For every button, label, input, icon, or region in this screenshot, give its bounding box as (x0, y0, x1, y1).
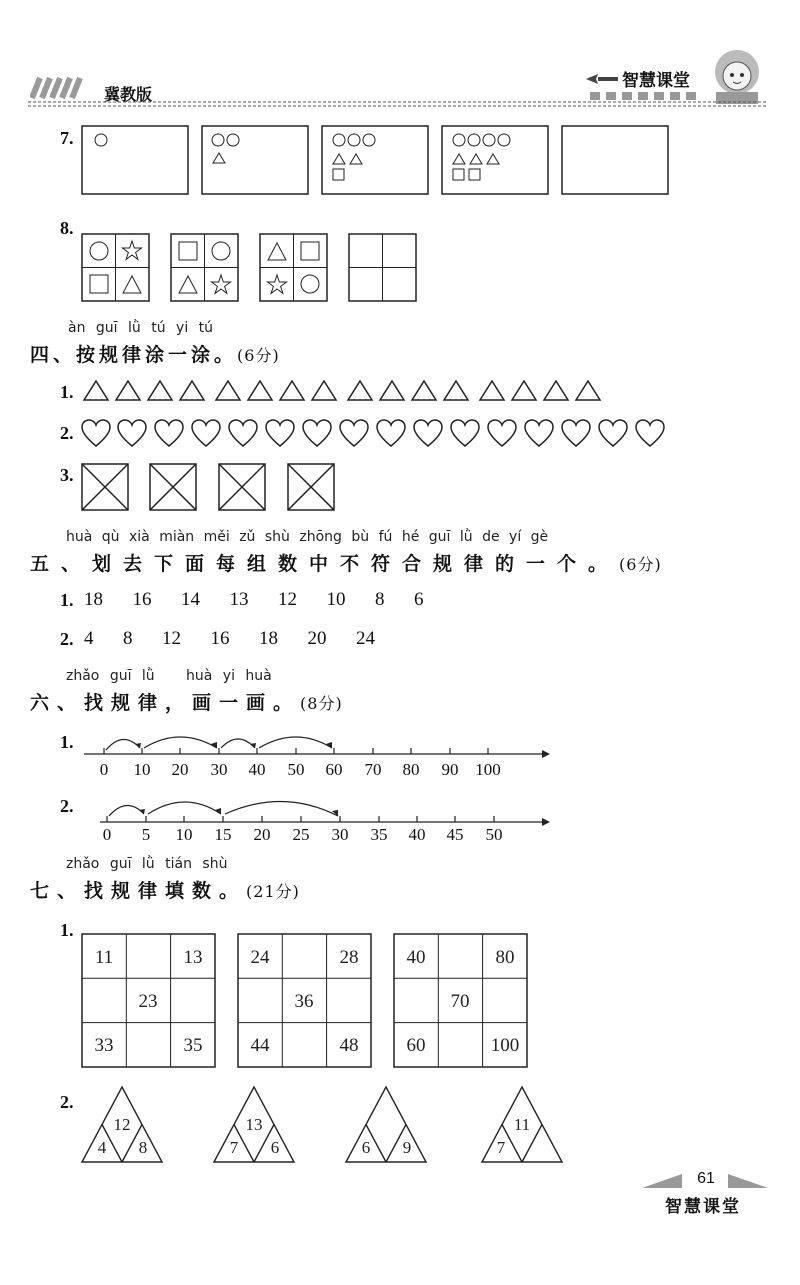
q7-number: 7. (60, 128, 74, 148)
nl2-label: 50 (485, 825, 503, 844)
nl2-label: 15 (214, 825, 232, 844)
s4-title-text: 四、按规律涂一涂。 (30, 344, 238, 366)
nl1-label: 20 (171, 760, 189, 779)
nl2-label: 30 (331, 825, 349, 844)
q8-grids (80, 232, 420, 304)
nl1-label: 70 (364, 760, 382, 779)
grid-cell: 13 (183, 947, 203, 968)
s5-title (30, 549, 662, 576)
grid-cell: 36 (294, 991, 314, 1012)
nl1-label: 100 (475, 760, 501, 779)
arrow-icon (584, 72, 620, 86)
header (0, 0, 800, 110)
grid-cell: 60 (406, 1035, 426, 1056)
grid-cell: 23 (138, 991, 158, 1012)
nl1-label: 10 (133, 760, 151, 779)
nl1-tick-labels (100, 760, 501, 779)
header-stripes-icon (30, 76, 90, 100)
nl1-label: 90 (441, 760, 459, 779)
s4-heart-row[interactable] (80, 418, 670, 450)
q7-answer-box[interactable] (562, 126, 668, 194)
grid-cell: 35 (183, 1035, 203, 1056)
q7-box-3 (322, 126, 428, 194)
q7-pattern-boxes (80, 124, 670, 196)
s6-number-line-2[interactable] (80, 790, 550, 846)
s4-item-1-number: 1. (60, 382, 74, 402)
grid-cell: 70 (450, 991, 470, 1012)
header-brand: 智慧课堂 (622, 71, 690, 91)
triangle-top: 13 (245, 1115, 263, 1134)
nl1-label: 60 (325, 760, 343, 779)
nl1-label: 50 (287, 760, 305, 779)
s5-item-1-number: 1. (60, 590, 74, 610)
footer (640, 1170, 770, 1220)
s6-number-line-1[interactable] (80, 726, 550, 782)
triangle-top: 12 (113, 1115, 131, 1134)
s4-pinyin: àn guī lǜ tú yi tú (68, 320, 214, 336)
s4-item-3-number: 3. (60, 465, 74, 485)
s7-title-text: 七、找规律填数。 (30, 880, 247, 902)
triangle-left: 7 (229, 1138, 239, 1157)
s7-title (30, 876, 300, 903)
s6-points: (8分) (300, 694, 343, 713)
grid-cell: 48 (339, 1035, 359, 1056)
grid-cell: 24 (250, 947, 270, 968)
q8-answer-grid[interactable] (349, 234, 416, 301)
grid-cell: 11 (94, 947, 114, 968)
grid-cell: 100 (490, 1035, 520, 1056)
nl1-ticks (104, 748, 488, 754)
s5-title-text: 五、划去下面每组数中不符合规律的一个。 (30, 553, 620, 575)
s5-points: (6分) (619, 555, 662, 574)
q8-grid-1 (82, 234, 149, 301)
s7-q1-number: 1. (60, 920, 74, 940)
s6-title (30, 688, 343, 715)
nl2-label: 40 (408, 825, 426, 844)
nl1-label: 30 (210, 760, 228, 779)
nl2-label: 20 (253, 825, 271, 844)
triangle-top: 11 (513, 1115, 531, 1134)
q7-box-2 (202, 126, 308, 194)
nl2-label: 5 (141, 825, 151, 844)
s5-item-2-sequence[interactable]: 4 8 12 16 18 20 24 (84, 628, 375, 649)
grid-cell: 80 (495, 947, 515, 968)
s7-points: (21分) (246, 882, 300, 901)
s7-pinyin: zhǎo guī lǜ tián shù (66, 856, 228, 872)
triangle-right: 9 (402, 1138, 412, 1157)
s4-title (30, 340, 280, 367)
s6-pinyin: zhǎo guī lǜ huà yi huà (66, 668, 272, 684)
footer-brand: 智慧课堂 (665, 1197, 741, 1217)
grid-cell: 28 (339, 947, 359, 968)
s7-number-triangles[interactable] (80, 1084, 570, 1166)
q8-grid-2 (171, 234, 238, 301)
s7-number-grids[interactable] (80, 932, 532, 1072)
edition-label: 冀教版 (104, 85, 153, 104)
s4-triangle-row[interactable] (82, 378, 602, 404)
triangle-left: 7 (496, 1138, 506, 1157)
nl1-label: 80 (402, 760, 420, 779)
s5-pinyin: huà qù xià miàn měi zǔ shù zhōng bù fú hé guī lǜ de yí gè (66, 529, 549, 545)
cartoon-girl-icon (706, 46, 768, 108)
triangle-left: 4 (97, 1138, 107, 1157)
s6-line-2-number: 2. (60, 796, 74, 816)
q8-number: 8. (60, 218, 74, 238)
s6-line-1-number: 1. (60, 732, 74, 752)
grid-cell: 40 (406, 947, 426, 968)
nl2-label: 35 (370, 825, 388, 844)
grid-cell: 33 (94, 1035, 114, 1056)
nl2-label: 0 (102, 825, 112, 844)
q8-grid-3 (260, 234, 327, 301)
triangle-right: 8 (138, 1138, 148, 1157)
nl1-arrowheads (135, 742, 332, 748)
nl2-label: 45 (446, 825, 464, 844)
nl1-label: 40 (248, 760, 266, 779)
s4-points: (6分) (237, 346, 280, 365)
grid-cell: 44 (250, 1035, 270, 1056)
nl2-label: 25 (292, 825, 310, 844)
triangle-left: 6 (361, 1138, 371, 1157)
header-rule (28, 100, 768, 108)
s6-title-text: 六、找规律，画一画。 (30, 692, 301, 714)
triangle-right: 6 (270, 1138, 280, 1157)
page-number: 61 (697, 1170, 715, 1187)
s4-crossed-square-row[interactable] (80, 462, 340, 514)
s4-item-2-number: 2. (60, 423, 74, 443)
nl1-label: 0 (99, 760, 109, 779)
q7-box-1 (82, 126, 188, 194)
nl2-label: 10 (175, 825, 193, 844)
s5-item-1-sequence[interactable]: 18 16 14 13 12 10 8 6 (84, 589, 424, 610)
s5-item-2-number: 2. (60, 629, 74, 649)
q7-box-4 (442, 126, 548, 194)
s7-q2-number: 2. (60, 1092, 74, 1112)
